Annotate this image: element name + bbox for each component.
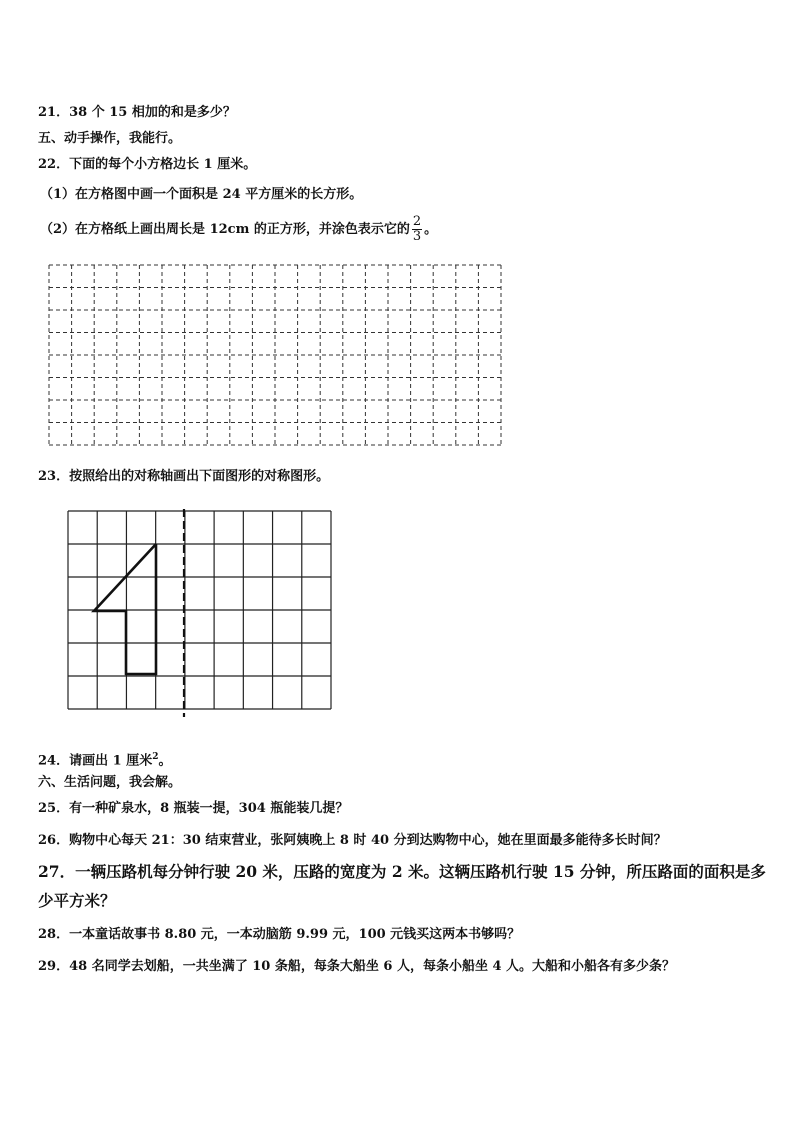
question-25: 25．有一种矿泉水，8 瓶装一提，304 瓶能装几提？ [38, 801, 349, 816]
question-22: 22．下面的每个小方格边长 1 厘米。 [38, 157, 257, 172]
question-29: 29．48 名同学去划船，一共坐满了 10 条船，每条大船坐 6 人，每条小船坐 4 人。大船和小船各有多少条？ [38, 959, 676, 974]
fraction [412, 215, 422, 244]
question-24-suffix: 。 [158, 753, 172, 769]
question-27-line-1: 27．一辆压路机每分钟行驶 20 米，压路的宽度为 2 米。这辆压路机行驶 15 分钟，所压路面的面积是多 [38, 862, 766, 881]
fraction-denominator: 3 [412, 229, 422, 244]
question-24-text: 24．请画出 1 厘米 [38, 753, 153, 769]
question-28: 28．一本童话故事书 8.80 元，一本动脑筋 9.99 元，100 元钱买这两本书够吗？ [38, 927, 521, 942]
question-22-part-1: （1）在方格图中画一个面积是 24 平方厘米的长方形。 [40, 187, 363, 202]
section-6-heading: 六、生活问题，我会解。 [38, 775, 182, 790]
question-27-line-2: 少平方米？ [38, 891, 116, 910]
question-22-part-2-suffix: 。 [424, 222, 438, 237]
fraction-numerator: 2 [412, 214, 422, 229]
question-26: 26．购物中心每天 21：30 结束营业，张阿姨晚上 8 时 40 分到达购物中心，她在里面最多能待多长时间？ [38, 833, 667, 848]
dashed-square-grid [48, 264, 502, 446]
question-21: 21．38 个 15 相加的和是多少？ [38, 105, 236, 120]
question-24-superscript: 2 [152, 752, 159, 762]
question-23: 23．按照给出的对称轴画出下面图形的对称图形。 [38, 469, 330, 484]
question-24 [38, 748, 171, 770]
symmetry-grid [66, 509, 336, 719]
question-22-part-2-text: （2）在方格纸上画出周长是 12cm 的正方形，并涂色表示它的 [40, 222, 410, 237]
figure-four-shape [94, 544, 156, 674]
section-5-heading: 五、动手操作，我能行。 [38, 131, 182, 146]
question-22-part-2 [40, 215, 437, 244]
